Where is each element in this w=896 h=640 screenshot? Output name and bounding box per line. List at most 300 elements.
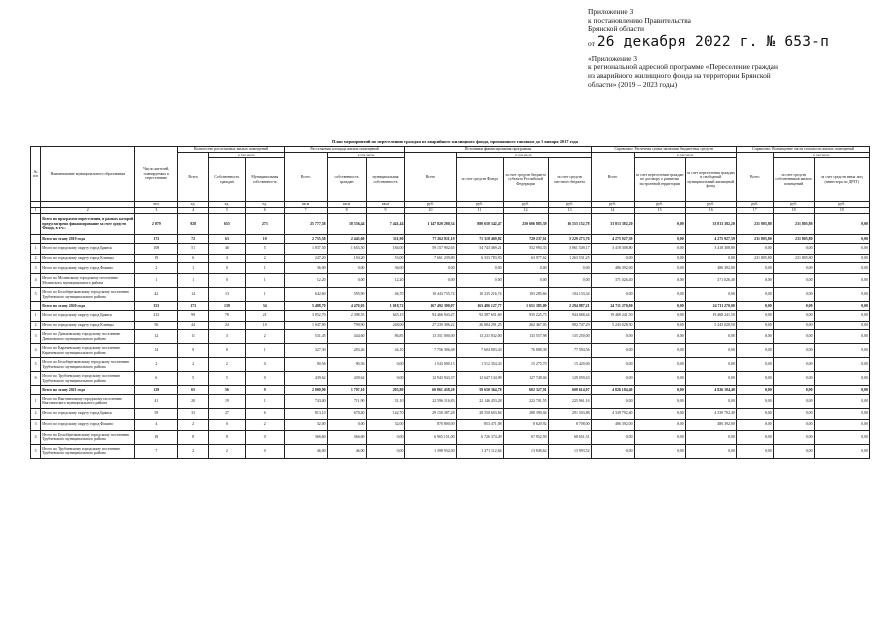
table-cell: 3 (208, 330, 245, 344)
table-cell: 0,00 (814, 444, 869, 458)
table-cell: 2 000,90 (284, 386, 327, 395)
table-cell: 7 604 803,43 (456, 344, 503, 358)
table-cell: 0,00 (685, 444, 736, 458)
table-cell: 1 837,50 (284, 243, 327, 254)
unit-cell: кв.м (327, 202, 366, 208)
table-cell: 1 651 385,09 (503, 302, 548, 311)
table-cell: 99 (178, 310, 209, 321)
table-cell: 853 471,08 (456, 419, 503, 430)
table-cell: 0,00 (814, 372, 869, 386)
table-cell: 670,40 (327, 408, 366, 419)
header-line: Брянской области (588, 24, 644, 34)
table-row (31, 386, 870, 395)
table-cell: 880 658 342,47 (456, 214, 503, 235)
table-cell: 248,00 (366, 321, 405, 330)
fin-incl-header: в том числе (456, 152, 591, 158)
table-cell: 10 (245, 235, 284, 244)
table-cell: 231 805,80 (773, 214, 814, 235)
table-cell: 46,00 (327, 444, 366, 458)
table-cell: 1 543 000,13 (405, 358, 456, 372)
table-cell: 0,00 (814, 344, 869, 358)
table-cell: 0,00 (634, 430, 685, 444)
unit-cell: руб. (736, 202, 773, 208)
table-cell: Итого по Выгоничскому городскому поселению Выгоничского муниципального района (41, 394, 135, 408)
table-cell: 247,20 (284, 254, 327, 263)
table-cell: 0,00 (773, 274, 814, 288)
table-cell: Итого по городскому округу город Фокино (41, 263, 135, 274)
table-cell: 0,00 (456, 274, 503, 288)
table-cell: 19 (135, 254, 178, 263)
table-cell: 0,00 (736, 372, 773, 386)
table-row (31, 310, 870, 321)
table-cell: Итого по городскому округу город Клинцы (41, 254, 135, 263)
table-cell: 3 (31, 330, 41, 344)
table-row (31, 302, 870, 311)
table-cell: 60 861 438,20 (405, 386, 456, 395)
table-row (31, 243, 870, 254)
table-cell: 0,00 (634, 419, 685, 430)
table-cell: 231 805,80 (773, 254, 814, 263)
table-cell: 3 052,70 (284, 310, 327, 321)
table-cell: 595,90 (327, 288, 366, 302)
table-cell: 63 977,62 (503, 254, 548, 263)
table-cell: Итого по Белоберезковскому городскому поселению Трубчевского муниципального района (41, 430, 135, 444)
table-cell: 0,00 (814, 263, 869, 274)
column-number-cell: 5 (208, 208, 245, 214)
table-cell: 2 (178, 419, 209, 430)
table-cell: 63 (208, 235, 245, 244)
table-cell: 870 800,00 (405, 419, 456, 430)
table-cell: 7 661 239,80 (405, 254, 456, 263)
table-cell: 0,00 (634, 444, 685, 458)
table-row (31, 358, 870, 372)
table-cell: 133 557,98 (503, 330, 548, 344)
table-cell: 1 (31, 310, 41, 321)
table-cell: 0,00 (736, 330, 773, 344)
table-cell: 172 (135, 235, 178, 244)
column-number-cell: 4 (178, 208, 209, 214)
table-cell: 711,90 (327, 394, 366, 408)
savings-incl-header: в том числе (634, 152, 736, 158)
table-cell: 203,80 (366, 386, 405, 395)
table-cell: 2 (208, 358, 245, 372)
table-cell: 2 (245, 254, 284, 263)
table-cell: 86,85 (366, 330, 405, 344)
financing-group-header: Источники финансирования программы (405, 147, 591, 153)
table-cell: 1 (245, 274, 284, 288)
table-cell: 2 (135, 358, 178, 372)
appendix-header (588, 8, 888, 89)
table-cell: 0,00 (685, 288, 736, 302)
table-cell: 0,00 (736, 288, 773, 302)
area-municipal-header: муниципальная собственность (366, 158, 405, 202)
table-cell: 262 467,05 (503, 321, 548, 330)
col-name-header: Наименование муниципального образования (41, 147, 135, 202)
table-cell: 0,00 (814, 408, 869, 419)
table-cell: 231 805,80 (736, 235, 773, 244)
table-cell: 13 231 832,00 (456, 330, 503, 344)
table-cell: 5 (208, 372, 245, 386)
table-cell: 0,00 (634, 310, 685, 321)
table-cell: 90,56 (284, 358, 327, 372)
table-cell: Всего по этапу 2020 года (41, 302, 135, 311)
table-cell: 225 961,16 (548, 394, 591, 408)
table-cell: 14 (135, 344, 178, 358)
table-cell: 34 (245, 302, 284, 311)
table-cell: 2 (31, 321, 41, 330)
handwritten-date-number: 26 декабря 2022 г. № 653-п (596, 33, 830, 50)
table-cell: 36,00 (366, 263, 405, 274)
table-cell: 1 (245, 288, 284, 302)
column-number-cell: 11 (456, 208, 503, 214)
table-cell: 0,00 (591, 372, 634, 386)
table-cell: 108 (135, 243, 178, 254)
table-row (31, 330, 870, 344)
table-cell: 71 318 469,82 (456, 235, 503, 244)
table-cell: 486 392,00 (685, 419, 736, 430)
table-cell: 46,00 (284, 444, 327, 458)
unit-cell: руб. (814, 202, 869, 208)
table-cell: 0 (245, 444, 284, 458)
table-cell: 46 (208, 243, 245, 254)
table-cell: Итого по Трубчевскому городскому поселению Трубчевского муниципального района (41, 372, 135, 386)
table-row (31, 263, 870, 274)
table-cell: 4 275 927,39 (591, 235, 634, 244)
table-row (31, 288, 870, 302)
table-cell: 4 826 184,40 (685, 386, 736, 395)
table-cell: 92 587 651,60 (456, 310, 503, 321)
table-cell: 5 229 273,76 (548, 235, 591, 244)
column-number-cell: 13 (548, 208, 591, 214)
table-cell: 2 755,50 (284, 235, 327, 244)
table-cell: 19 (208, 394, 245, 408)
table-cell: 0,00 (591, 430, 634, 444)
table-cell: 77 262 811,19 (405, 235, 456, 244)
table-cell: 2 (178, 444, 209, 458)
table-title: План мероприятий по переселению граждан из аварийного жилищного фонда, признанного таковым до 1 января 2017 года (332, 139, 578, 144)
table-cell: 9 (178, 344, 209, 358)
table-cell: 0,00 (327, 419, 366, 430)
table-cell: 0,00 (685, 430, 736, 444)
table-cell: 104 133,34 (548, 288, 591, 302)
header-line: из аварийного жилищного фонда на территории Брянской (588, 70, 771, 80)
table-cell: 1 047,90 (284, 321, 327, 330)
table-cell: Итого по Дятьковскому городскому поселению Дятьковского муниципального района (41, 330, 135, 344)
table-cell: 366,60 (284, 430, 327, 444)
table-cell: 4 275 927,39 (685, 235, 736, 244)
table-cell: 90,56 (327, 358, 366, 372)
table-cell: 3 (31, 263, 41, 274)
table-cell: 0,00 (634, 408, 685, 419)
table-cell: 0,00 (814, 254, 869, 263)
unit-cell: ед. (178, 202, 209, 208)
table-cell: 18 (135, 430, 178, 444)
table-cell: Итого по Белоберезковскому городскому поселению Трубчевского муниципального района (41, 288, 135, 302)
table-cell: 0,00 (814, 302, 869, 311)
table-cell: 0,00 (685, 358, 736, 372)
comp-incl-header: в том числе (773, 152, 869, 158)
unit-cell: ед. (208, 202, 245, 208)
unit-cell: кв.м (366, 202, 405, 208)
table-cell: 25 777,58 (284, 214, 327, 235)
table-cell: 1 (135, 274, 178, 288)
rooms-group-header: Количество расселяемых жилых помещений (178, 147, 284, 153)
column-number-cell: 3 (135, 208, 178, 214)
table-cell: 5 243 028,50 (591, 321, 634, 330)
table-cell: 0 (208, 419, 245, 430)
table-cell: 78 (208, 310, 245, 321)
table-cell: 15 420,00 (548, 358, 591, 372)
table-cell: 5 (31, 444, 41, 458)
comp-total-header: Всего (736, 152, 773, 202)
table-row (31, 344, 870, 358)
table-cell: 0 (208, 263, 245, 274)
table-cell: 56 (135, 321, 178, 330)
table-cell: 2 294 887,21 (548, 302, 591, 311)
table-cell: 0,00 (634, 358, 685, 372)
table-cell: 1 147 820 280,34 (405, 214, 456, 235)
unit-cell: руб. (685, 202, 736, 208)
table-cell: 41 (135, 394, 178, 408)
table-cell: 94 466 943,47 (405, 310, 456, 321)
column-number-cell: 10 (405, 208, 456, 214)
table-cell: 813,10 (284, 408, 327, 419)
table-cell: 68 651,51 (548, 430, 591, 444)
column-number-cell: 1 (31, 208, 41, 214)
rooms-citizens-header: Собственность граждан (208, 158, 245, 202)
table-cell: 24 711 270,00 (591, 302, 634, 311)
table-cell: 12 943 943,37 (405, 372, 456, 386)
table-cell: 0,00 (814, 310, 869, 321)
table-cell: 0,00 (327, 274, 366, 288)
comp-other-header: за счет средств иных лиц (инвестора по ДРЗТ) (814, 158, 869, 202)
table-cell: 4 (31, 430, 41, 444)
table-cell: 167 492 390,07 (405, 302, 456, 311)
table-cell: 6 (178, 254, 209, 263)
table-cell: 0,00 (773, 330, 814, 344)
table-cell: 4 339 792,40 (591, 408, 634, 419)
table-cell: 0,00 (685, 344, 736, 358)
table-cell: 2 (245, 419, 284, 430)
table-cell: 26 884 291,25 (456, 321, 503, 330)
table-cell: 371 026,40 (685, 274, 736, 288)
table-cell: 0,00 (327, 263, 366, 274)
table-cell: 27 239 306,22 (405, 321, 456, 330)
fin-total-header: Всего (405, 152, 456, 202)
table-cell: 2 (135, 263, 178, 274)
table-cell: 194,20 (327, 254, 366, 263)
table-cell: 992 747,29 (548, 321, 591, 330)
table-cell: 184,00 (366, 243, 405, 254)
table-cell: 0,00 (634, 344, 685, 358)
table-cell: 928 (178, 214, 209, 235)
table-cell: 1 (31, 243, 41, 254)
table-cell: 0,00 (773, 302, 814, 311)
table-cell: 13 (208, 288, 245, 302)
table-cell: 4 470,03 (327, 302, 366, 311)
table-cell: 0,00 (773, 372, 814, 386)
table-cell: 0,00 (773, 419, 814, 430)
table-cell: 24 (208, 321, 245, 330)
table-cell: 486 392,00 (591, 419, 634, 430)
table-cell: 935 225,75 (503, 310, 548, 321)
table-cell: 213 (135, 310, 178, 321)
table-cell: 0,00 (814, 214, 869, 235)
column-number-cell: 17 (736, 208, 773, 214)
table-cell: 0,00 (773, 310, 814, 321)
table-cell: 5 (245, 243, 284, 254)
table-cell: 0,00 (736, 344, 773, 358)
table-cell: 944 068,44 (548, 310, 591, 321)
table-cell (31, 214, 41, 235)
table-cell: 4 (208, 254, 245, 263)
plan-table-wrapper (30, 146, 870, 459)
table-cell: 12 (135, 330, 178, 344)
table-cell: 0,00 (814, 394, 869, 408)
table-cell: 0,00 (736, 274, 773, 288)
rooms-total-header: Всего (178, 152, 209, 202)
table-cell: 8 (208, 430, 245, 444)
table-cell: 0 (208, 274, 245, 288)
table-cell: 1 (31, 394, 41, 408)
table-cell: 56 (208, 386, 245, 395)
table-cell: 139 (208, 302, 245, 311)
table-cell: 0,00 (405, 263, 456, 274)
table-cell: 0,00 (366, 358, 405, 372)
header-line: к региональной адресной программе «Переселение граждан (588, 62, 778, 72)
table-cell: 7 441,44 (366, 214, 405, 235)
unit-cell: руб. (773, 202, 814, 208)
rooms-incl-header: в том числе (208, 152, 284, 158)
table-cell: 223 701,55 (503, 394, 548, 408)
table-cell: 6 333 783,93 (456, 254, 503, 263)
table-cell: 19 468 241,50 (685, 310, 736, 321)
table-cell: 3 (31, 419, 41, 430)
table-cell: 602 327,91 (503, 386, 548, 395)
unit-cell: ед. (245, 202, 284, 208)
table-cell: 1 (245, 263, 284, 274)
table-cell: 0,00 (736, 419, 773, 430)
table-cell: Всего по этапу 2019 года (41, 235, 135, 244)
table-row (31, 430, 870, 444)
table-cell: 0,00 (634, 302, 685, 311)
table-cell: 0,00 (685, 372, 736, 386)
table-cell: 142,70 (366, 408, 405, 419)
area-incl-header: в том числе (327, 152, 405, 158)
table-cell: 655 (208, 214, 245, 235)
table-cell: 2 (208, 444, 245, 458)
table-cell: 1 (178, 263, 209, 274)
table-cell: 0,00 (591, 254, 634, 263)
table-cell: 0,00 (814, 330, 869, 344)
table-cell: Итого по городскому округу город Брянск (41, 408, 135, 419)
table-cell: 2 (31, 408, 41, 419)
table-cell: 6 (135, 372, 178, 386)
table-row (31, 444, 870, 458)
table-cell: 24 711 270,00 (685, 302, 736, 311)
table-cell: 7 756 396,48 (405, 344, 456, 358)
table-cell: 0,00 (773, 263, 814, 274)
table-cell: Итого по Карачевскому городскому поселению Карачевского муниципального района (41, 344, 135, 358)
table-cell: 0,00 (685, 254, 736, 263)
table-row (31, 274, 870, 288)
table-cell: 608 614,07 (548, 386, 591, 395)
table-cell: 4 (31, 274, 41, 288)
table-cell: 231 805,80 (736, 214, 773, 235)
table-cell: 0,00 (773, 288, 814, 302)
table-cell: 10 (245, 321, 284, 330)
table-cell: 8 620,92 (503, 419, 548, 430)
table-cell (31, 386, 41, 395)
table-cell: 0,00 (736, 321, 773, 330)
table-cell: 0,00 (736, 386, 773, 395)
table-cell: 1 371 112,84 (456, 444, 503, 458)
table-cell: 486 392,00 (591, 263, 634, 274)
table-cell: 0,00 (814, 419, 869, 430)
table-cell: 0,00 (736, 263, 773, 274)
savings-group-header: Справочно: Расчетная сумма экономии бюджетных средств (591, 147, 736, 153)
table-cell: 3 418 308,80 (685, 243, 736, 254)
table-cell: 0,00 (591, 344, 634, 358)
table-cell: 22 596 116,83 (405, 394, 456, 408)
table-cell: 20 (178, 394, 209, 408)
table-cell: 0,00 (591, 394, 634, 408)
table-cell: 44,10 (366, 344, 405, 358)
table-cell: 19 468 241,50 (591, 310, 634, 321)
table-row (31, 394, 870, 408)
table-cell: 0,00 (591, 288, 634, 302)
table-cell: 22 146 453,28 (456, 394, 503, 408)
table-cell: 1 (245, 394, 284, 408)
header-line: области» (2019 – 2023 годы) (588, 79, 678, 89)
table-cell: 486 392,00 (685, 263, 736, 274)
table-cell: 6 965 151,00 (405, 430, 456, 444)
table-cell: 2 (178, 358, 209, 372)
table-cell: 311,90 (366, 235, 405, 244)
table-cell: 59 650 364,78 (456, 386, 503, 395)
table-cell: 0,00 (366, 430, 405, 444)
table-cell: 6 726 374,49 (456, 430, 503, 444)
column-number-cell: 6 (245, 208, 284, 214)
table-cell: 5 (31, 358, 41, 372)
table-cell: 6 (31, 372, 41, 386)
table-cell: 28 550 603,84 (456, 408, 503, 419)
table-cell: 1 398 932,00 (405, 444, 456, 458)
table-cell: 2 443,60 (327, 235, 366, 244)
table-cell: 0,00 (736, 444, 773, 458)
table-cell: 53,00 (366, 254, 405, 263)
table-cell: 12,20 (284, 274, 327, 288)
table-cell: 0,00 (634, 243, 685, 254)
header-line: Приложение 3 (588, 7, 634, 16)
table-cell: 129 059,43 (548, 372, 591, 386)
table-cell: 127 749,04 (503, 372, 548, 386)
table-cell (31, 302, 41, 311)
table-cell: 0,00 (736, 430, 773, 444)
decree-date-row (588, 35, 888, 49)
table-cell: 11 (178, 330, 209, 344)
table-cell: 46,70 (366, 288, 405, 302)
table-cell: 67 952,59 (503, 430, 548, 444)
savings-municipal-fund-header: за счет переселения граждан в свободный муниципальный жилищный фонд (685, 158, 736, 202)
table-cell: Итого по городскому округу город Брянск (41, 310, 135, 321)
table-cell: 33 813 382,20 (591, 214, 634, 235)
table-cell: 273 (245, 214, 284, 235)
table-cell: 1 797,10 (327, 386, 366, 395)
table-cell: 4 339 792,40 (685, 408, 736, 419)
column-number-cell: 9 (366, 208, 405, 214)
table-cell: 2 398,55 (327, 310, 366, 321)
